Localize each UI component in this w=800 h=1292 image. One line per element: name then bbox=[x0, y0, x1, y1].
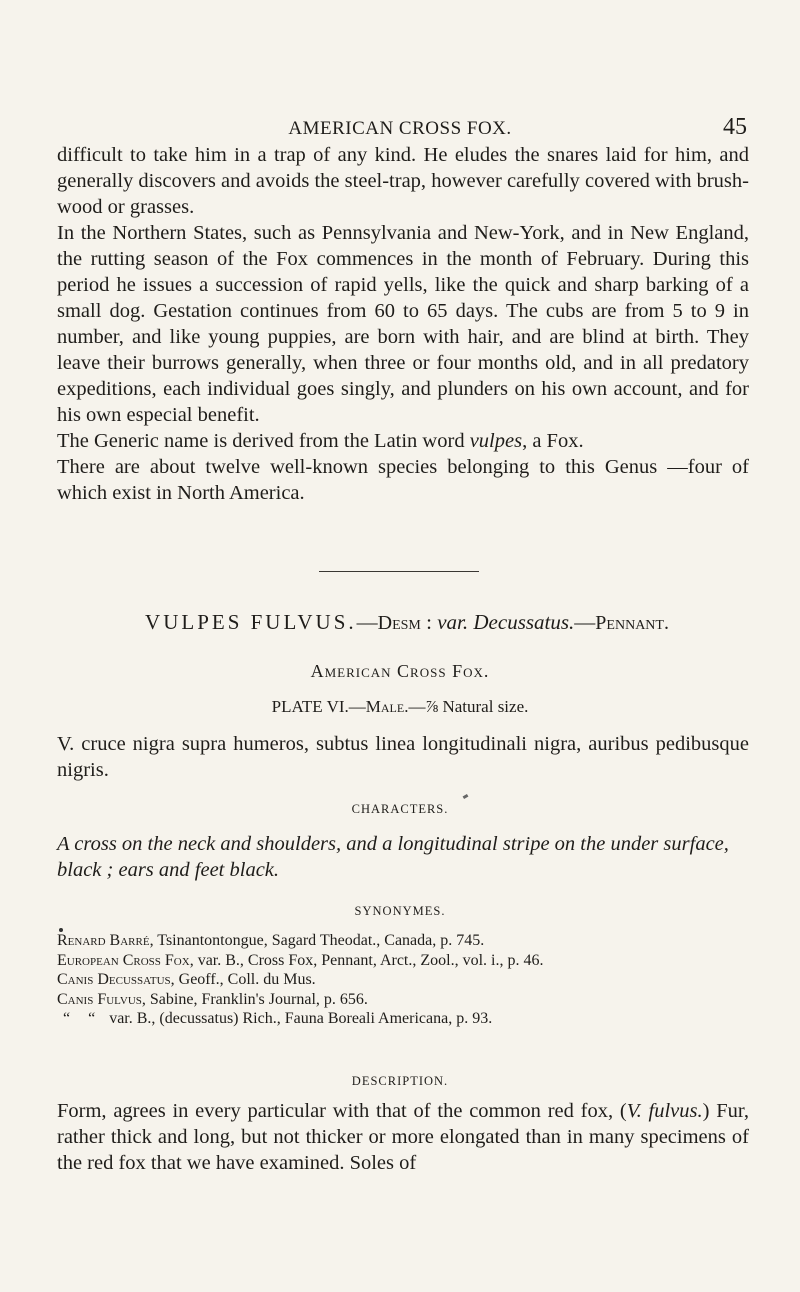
species-dash: — bbox=[356, 610, 378, 634]
description-label: DESCRIPTION. bbox=[351, 1074, 449, 1088]
description-latin: V. fulvus. bbox=[626, 1100, 703, 1122]
description-text-start: Form, agrees in every particular with that of the common red fox, ( bbox=[57, 1100, 627, 1122]
species-dash-2: — bbox=[574, 610, 596, 634]
generic-name-latin: vulpes bbox=[469, 430, 523, 452]
plate-size: —⅞ Natural size. bbox=[408, 697, 529, 716]
synonym-name: Canis Fulvus bbox=[57, 990, 142, 1008]
species-heading bbox=[57, 610, 757, 635]
species-colon: : bbox=[420, 610, 438, 634]
synonym-list bbox=[57, 931, 757, 1029]
variety-author: Pennant. bbox=[595, 612, 669, 634]
paragraph-generic-name bbox=[57, 428, 749, 454]
page-number: 45 bbox=[723, 114, 747, 140]
synonym-ditto: “ “ bbox=[63, 1010, 96, 1027]
common-name: American Cross Fox. bbox=[310, 661, 490, 681]
synonym-reference: , Geoff., Coll. du Mus. bbox=[170, 971, 316, 988]
characters-text-end: ears and feet black. bbox=[118, 859, 280, 881]
plate-label: PLATE VI.— bbox=[271, 697, 366, 716]
synonymes-label: SYNONYMES. bbox=[354, 904, 446, 918]
characters-separator: ; bbox=[101, 859, 119, 881]
synonym-entry bbox=[57, 1009, 757, 1029]
description-text-end: ) Fur, rather thick and long, but not thicker or more elongated than in many specimens of the red fox that we have examined. Soles of bbox=[57, 1100, 749, 1174]
characters-label: CHARACTERS. bbox=[351, 802, 449, 816]
synonym-entry bbox=[57, 990, 757, 1010]
characters-text bbox=[57, 831, 749, 883]
paragraph-trap: difficult to take him in a trap of any kind. He eludes the snares laid for him, and generally discovers and avoids the steel-trap, however carefully covered with brush-wood or grasses. bbox=[57, 144, 749, 218]
plate-line bbox=[0, 697, 800, 717]
generic-name-text: The Generic name is derived from the Latin word bbox=[57, 430, 470, 452]
synonym-name: Renard Barré bbox=[57, 932, 150, 949]
print-speck bbox=[463, 794, 469, 799]
species-author: Desm bbox=[377, 612, 421, 634]
species-variety: var. Decussatus. bbox=[437, 610, 575, 634]
plate-sex: Male. bbox=[365, 697, 409, 716]
synonym-reference: , Sabine, Franklin's Journal, p. 656. bbox=[141, 990, 368, 1008]
paragraph-rutting: In the Northern States, such as Pennsylvania and New-York, and in New England, the rutting season of the Fox commences in the month of February. During this period he issues a succession of rapid yells, like the quick and sharp barking of a small dog. Gestation continues from 60 to 65 days. The cubs are from 5 to 9 in number, and like young puppies, are born with hair, and are blind at birth. They leave their burrows generally, when three or four months old, and in all predatory expeditions, each individual goes singly, and plunders on his own account, and for his own especial benefit. bbox=[57, 222, 749, 426]
latin-description: V. cruce nigra supra humeros, subtus linea longitudinali nigra, auribus pedibusque nigris. bbox=[57, 733, 749, 781]
characters-text-main: A cross on the neck and shoulders, and a longitudinal stripe on the under surface, black bbox=[57, 833, 729, 881]
section-divider bbox=[319, 571, 479, 572]
synonym-reference: , var. B., Cross Fox, Pennant, Arct., Zool., vol. i., p. 46. bbox=[189, 951, 544, 969]
synonym-reference: var. B., (decussatus) Rich., Fauna Boreali Americana, p. 93. bbox=[105, 1010, 493, 1027]
synonym-name: European Cross Fox bbox=[57, 951, 190, 969]
synonym-entry bbox=[57, 931, 757, 951]
running-title: AMERICAN CROSS FOX. bbox=[288, 118, 512, 139]
paragraph-species-count: There are about twelve well-known species belonging to this Genus —four of which exist in North America. bbox=[57, 456, 749, 504]
synonym-reference: , Tsinantontongue, Sagard Theodat., Canada, p. 745. bbox=[149, 932, 485, 949]
synonym-entry bbox=[57, 970, 757, 990]
intro-text bbox=[57, 142, 749, 506]
species-binomial: VULPES FULVUS. bbox=[145, 610, 357, 634]
running-head bbox=[0, 114, 800, 144]
synonym-entry bbox=[57, 951, 757, 971]
description-text bbox=[57, 1098, 749, 1176]
generic-name-text-end: , a Fox. bbox=[522, 430, 584, 452]
synonym-name: Canis Decussatus bbox=[57, 971, 171, 988]
